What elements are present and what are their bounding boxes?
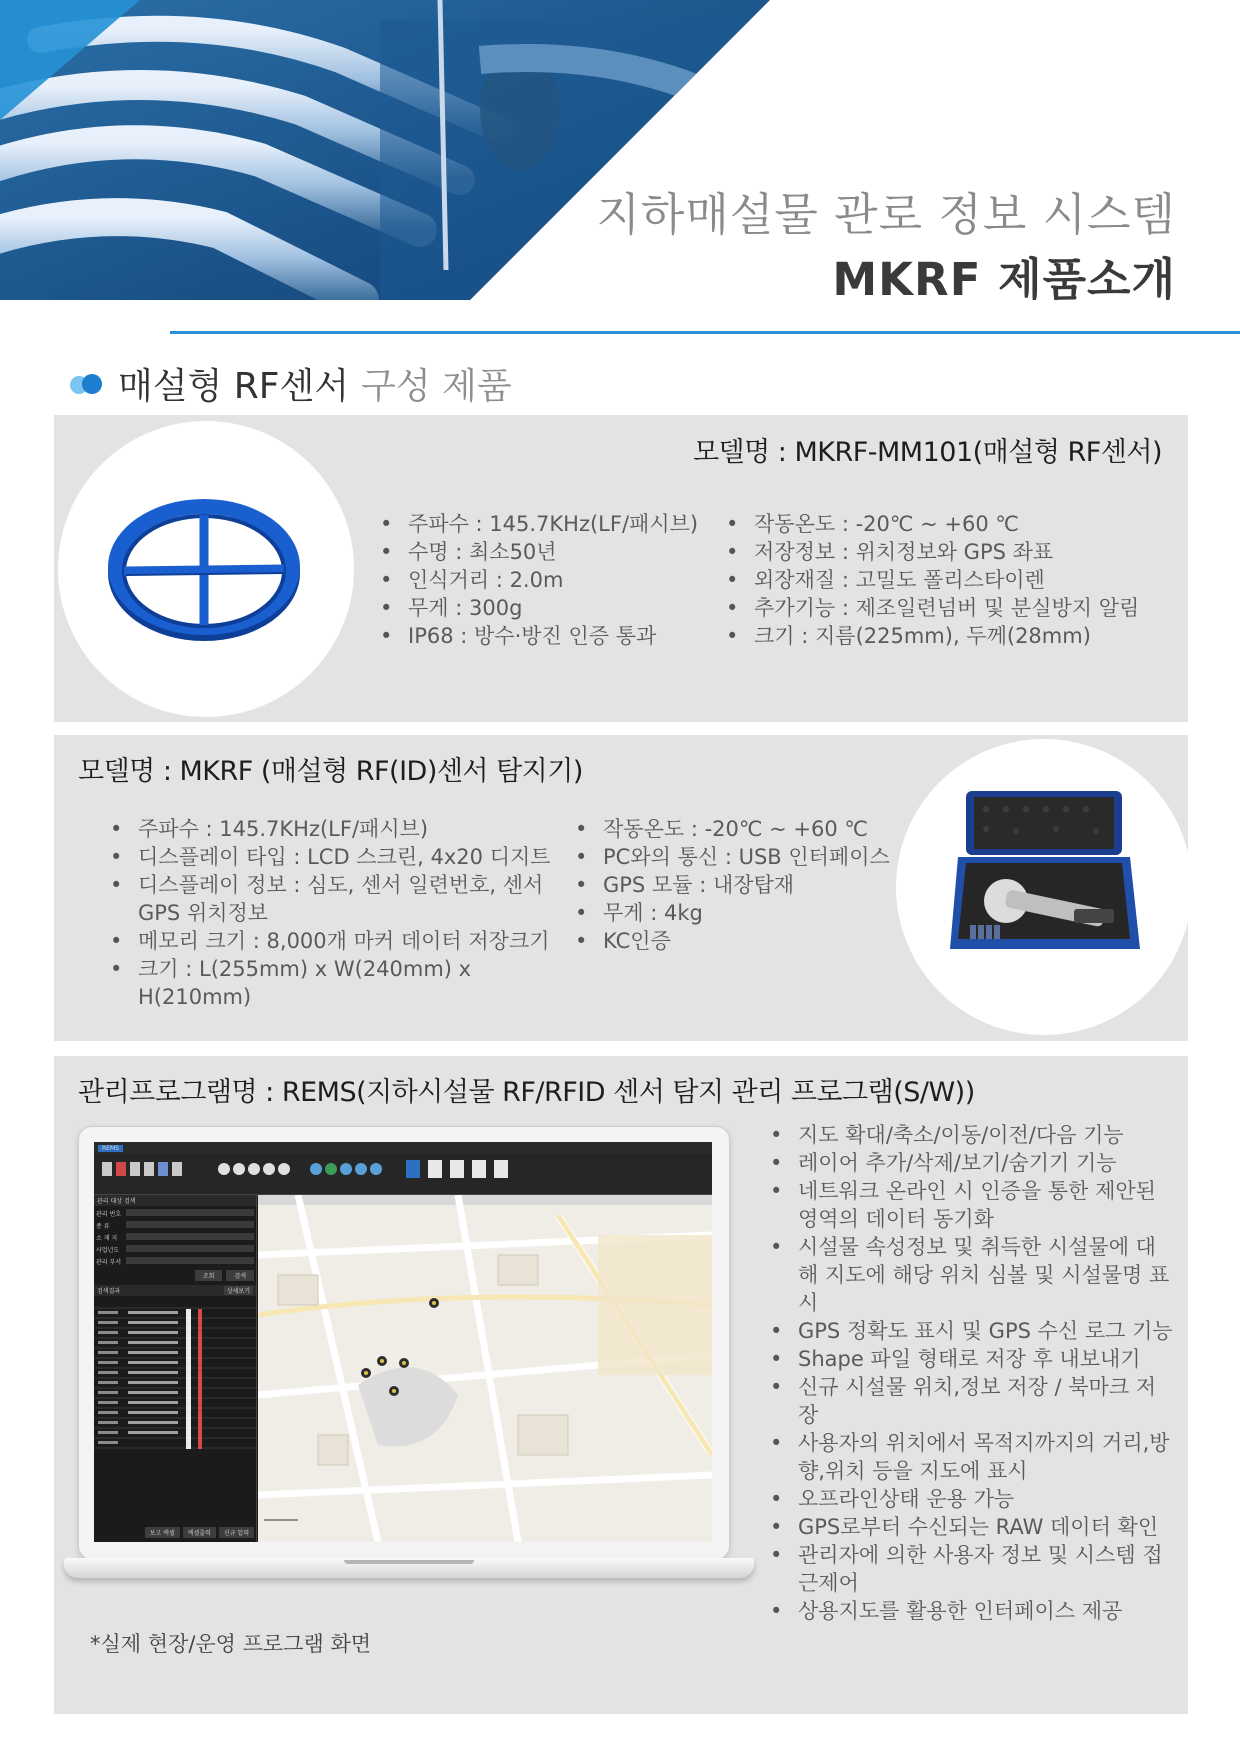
form-label: 사업년도 — [96, 1247, 120, 1254]
search-panel-title: 관리 대상 검색 — [94, 1195, 256, 1206]
app-title: REMS — [98, 1145, 123, 1152]
form-field-row — [96, 1245, 254, 1254]
feature-item: • GPS 정확도 표시 및 GPS 수신 로그 기능 — [764, 1317, 1174, 1345]
rf-sensor-image — [58, 421, 354, 717]
app-titlebar — [94, 1142, 712, 1154]
form-input[interactable] — [126, 1257, 254, 1264]
form-label: 종 류 — [96, 1223, 110, 1230]
spec-item: • 디스플레이 타입 : LCD 스크린, 4x20 디지트 — [104, 843, 554, 871]
result-header — [94, 1285, 256, 1296]
feature-item: • 레이어 추가/삭제/보기/숨기기 기능 — [764, 1149, 1174, 1177]
feature-item: • 네트워크 온라인 시 인증을 통한 제안된 영역의 데이터 동기화 — [764, 1177, 1174, 1233]
specs-right-sensor — [720, 510, 1170, 650]
app-ribbon — [94, 1154, 712, 1195]
model-name-sensor: 모델명 : MKRF-MM101(매설형 RF센서) — [692, 437, 1162, 468]
specs-left-sensor — [374, 510, 704, 650]
product-panel-sensor — [54, 415, 1188, 722]
specs-right-detector — [569, 815, 899, 955]
form-input[interactable] — [126, 1245, 254, 1252]
feature-item: • GPS로부터 수신되는 RAW 데이터 확인 — [764, 1513, 1174, 1541]
feature-item: • 시설물 속성정보 및 취득한 시설물에 대해 지도에 해당 위치 심볼 및 시설물명 표시 — [764, 1233, 1174, 1317]
result-title: 검색결과 — [97, 1288, 121, 1295]
reset-button[interactable]: 검색 — [226, 1270, 254, 1281]
footer-button[interactable]: 신규 입력 — [219, 1527, 254, 1538]
map-canvas — [258, 1195, 712, 1542]
footer-button[interactable]: 보고 엑셀 — [145, 1527, 180, 1538]
spec-item: • 크기 : 지름(225mm), 두께(28mm) — [720, 622, 1170, 650]
spec-item: • 저장정보 : 위치정보와 GPS 좌표 — [720, 538, 1170, 566]
footer-buttons — [145, 1527, 254, 1538]
specs-left-detector — [104, 815, 554, 1011]
form-label: 소 재 지 — [96, 1235, 118, 1242]
ribbon-icons — [94, 1154, 712, 1194]
hero-banner — [0, 0, 1240, 300]
spec-item: • 주파수 : 145.7KHz(LF/패시브) — [374, 510, 704, 538]
spec-item: • IP68 : 방수·방진 인증 통과 — [374, 622, 704, 650]
search-panel — [94, 1195, 257, 1542]
spec-item: • 수명 : 최소50년 — [374, 538, 704, 566]
hero-title: 지하매설물 관로 정보 시스템 — [596, 188, 1176, 241]
result-table — [94, 1296, 256, 1466]
footer-button[interactable]: 엑셀출력 — [183, 1527, 216, 1538]
laptop-screenshot — [64, 1126, 764, 1616]
feature-item: • 사용자의 위치에서 목적지까지의 거리,방향,위치 등을 지도에 표시 — [764, 1429, 1174, 1485]
detector-case-image — [896, 739, 1192, 1035]
spec-item: • 크기 : L(255mm) x W(240mm) x H(210mm) — [104, 955, 554, 1011]
spec-item: • 인식거리 : 2.0m — [374, 566, 704, 594]
model-name-detector: 모델명 : MKRF (매설형 RF(ID)센서 탐지기) — [78, 756, 583, 787]
feature-item: • 오프라인상태 운용 가능 — [764, 1485, 1174, 1513]
spec-item: • 작동온도 : -20℃ ~ +60 ℃ — [720, 510, 1170, 538]
spec-item: • PC와의 통신 : USB 인터페이스 — [569, 843, 899, 871]
spec-item: • KC인증 — [569, 927, 899, 955]
map-view[interactable] — [258, 1195, 712, 1542]
spec-item: • 주파수 : 145.7KHz(LF/패시브) — [104, 815, 554, 843]
section-title-light: 구성 제품 — [361, 366, 512, 407]
spec-item: • 추가기능 : 제조일련넘버 및 분실방지 알림 — [720, 594, 1170, 622]
form-label: 관리 번호 — [96, 1211, 122, 1218]
feature-item: • 상용지도를 활용한 인터페이스 제공 — [764, 1597, 1174, 1625]
search-button[interactable]: 조회 — [195, 1270, 223, 1281]
feature-item: • 관리자에 의한 사용자 정보 및 시스템 접근제어 — [764, 1541, 1174, 1597]
form-field-row — [96, 1233, 254, 1242]
feature-item: • 지도 확대/축소/이동/이전/다음 기능 — [764, 1121, 1174, 1149]
app-window — [94, 1142, 712, 1542]
form-input[interactable] — [126, 1209, 254, 1216]
spec-item: • 무게 : 4kg — [569, 899, 899, 927]
sensor-image-frame — [58, 421, 354, 717]
program-panel — [54, 1056, 1188, 1714]
bullet-dots-icon — [70, 374, 106, 394]
laptop-hinge — [344, 1560, 474, 1564]
spec-item: • 외장재질 : 고밀도 폴리스타이렌 — [720, 566, 1170, 594]
section-title-dark: 매설형 RF센서 — [118, 366, 350, 407]
program-features — [764, 1121, 1174, 1625]
program-title: 관리프로그램명 : REMS(지하시설물 RF/RFID 센서 탐지 관리 프로그램(S/W)) — [78, 1077, 975, 1108]
form-label: 관리 부서 — [96, 1259, 122, 1266]
spec-item: • 메모리 크기 : 8,000개 마커 데이터 저장크기 — [104, 927, 554, 955]
form-field-row — [96, 1209, 254, 1218]
spec-item: • 작동온도 : -20℃ ~ +60 ℃ — [569, 815, 899, 843]
form-field-row — [96, 1257, 254, 1266]
hero-subtitle: MKRF 제품소개 — [832, 253, 1176, 300]
accent-rule — [170, 331, 1240, 334]
section-heading — [70, 358, 512, 409]
feature-item: • 신규 시설물 위치,정보 저장 / 북마크 저장 — [764, 1373, 1174, 1429]
form-select[interactable] — [126, 1221, 254, 1228]
product-panel-detector — [54, 735, 1188, 1041]
screenshot-caption: *실제 현장/운영 프로그램 화면 — [90, 1632, 372, 1656]
spec-item: • GPS 모듈 : 내장탑재 — [569, 871, 899, 899]
spec-item: • 무게 : 300g — [374, 594, 704, 622]
search-buttons — [96, 1270, 254, 1281]
form-field-row — [96, 1221, 254, 1230]
spec-item: • 디스플레이 정보 : 심도, 센서 일련번호, 센서 GPS 위치정보 — [104, 871, 554, 927]
form-input[interactable] — [126, 1233, 254, 1240]
detector-image-frame — [896, 739, 1192, 1035]
feature-item: • Shape 파일 형태로 저장 후 내보내기 — [764, 1345, 1174, 1373]
detail-button[interactable]: 상세보기 — [224, 1286, 253, 1295]
